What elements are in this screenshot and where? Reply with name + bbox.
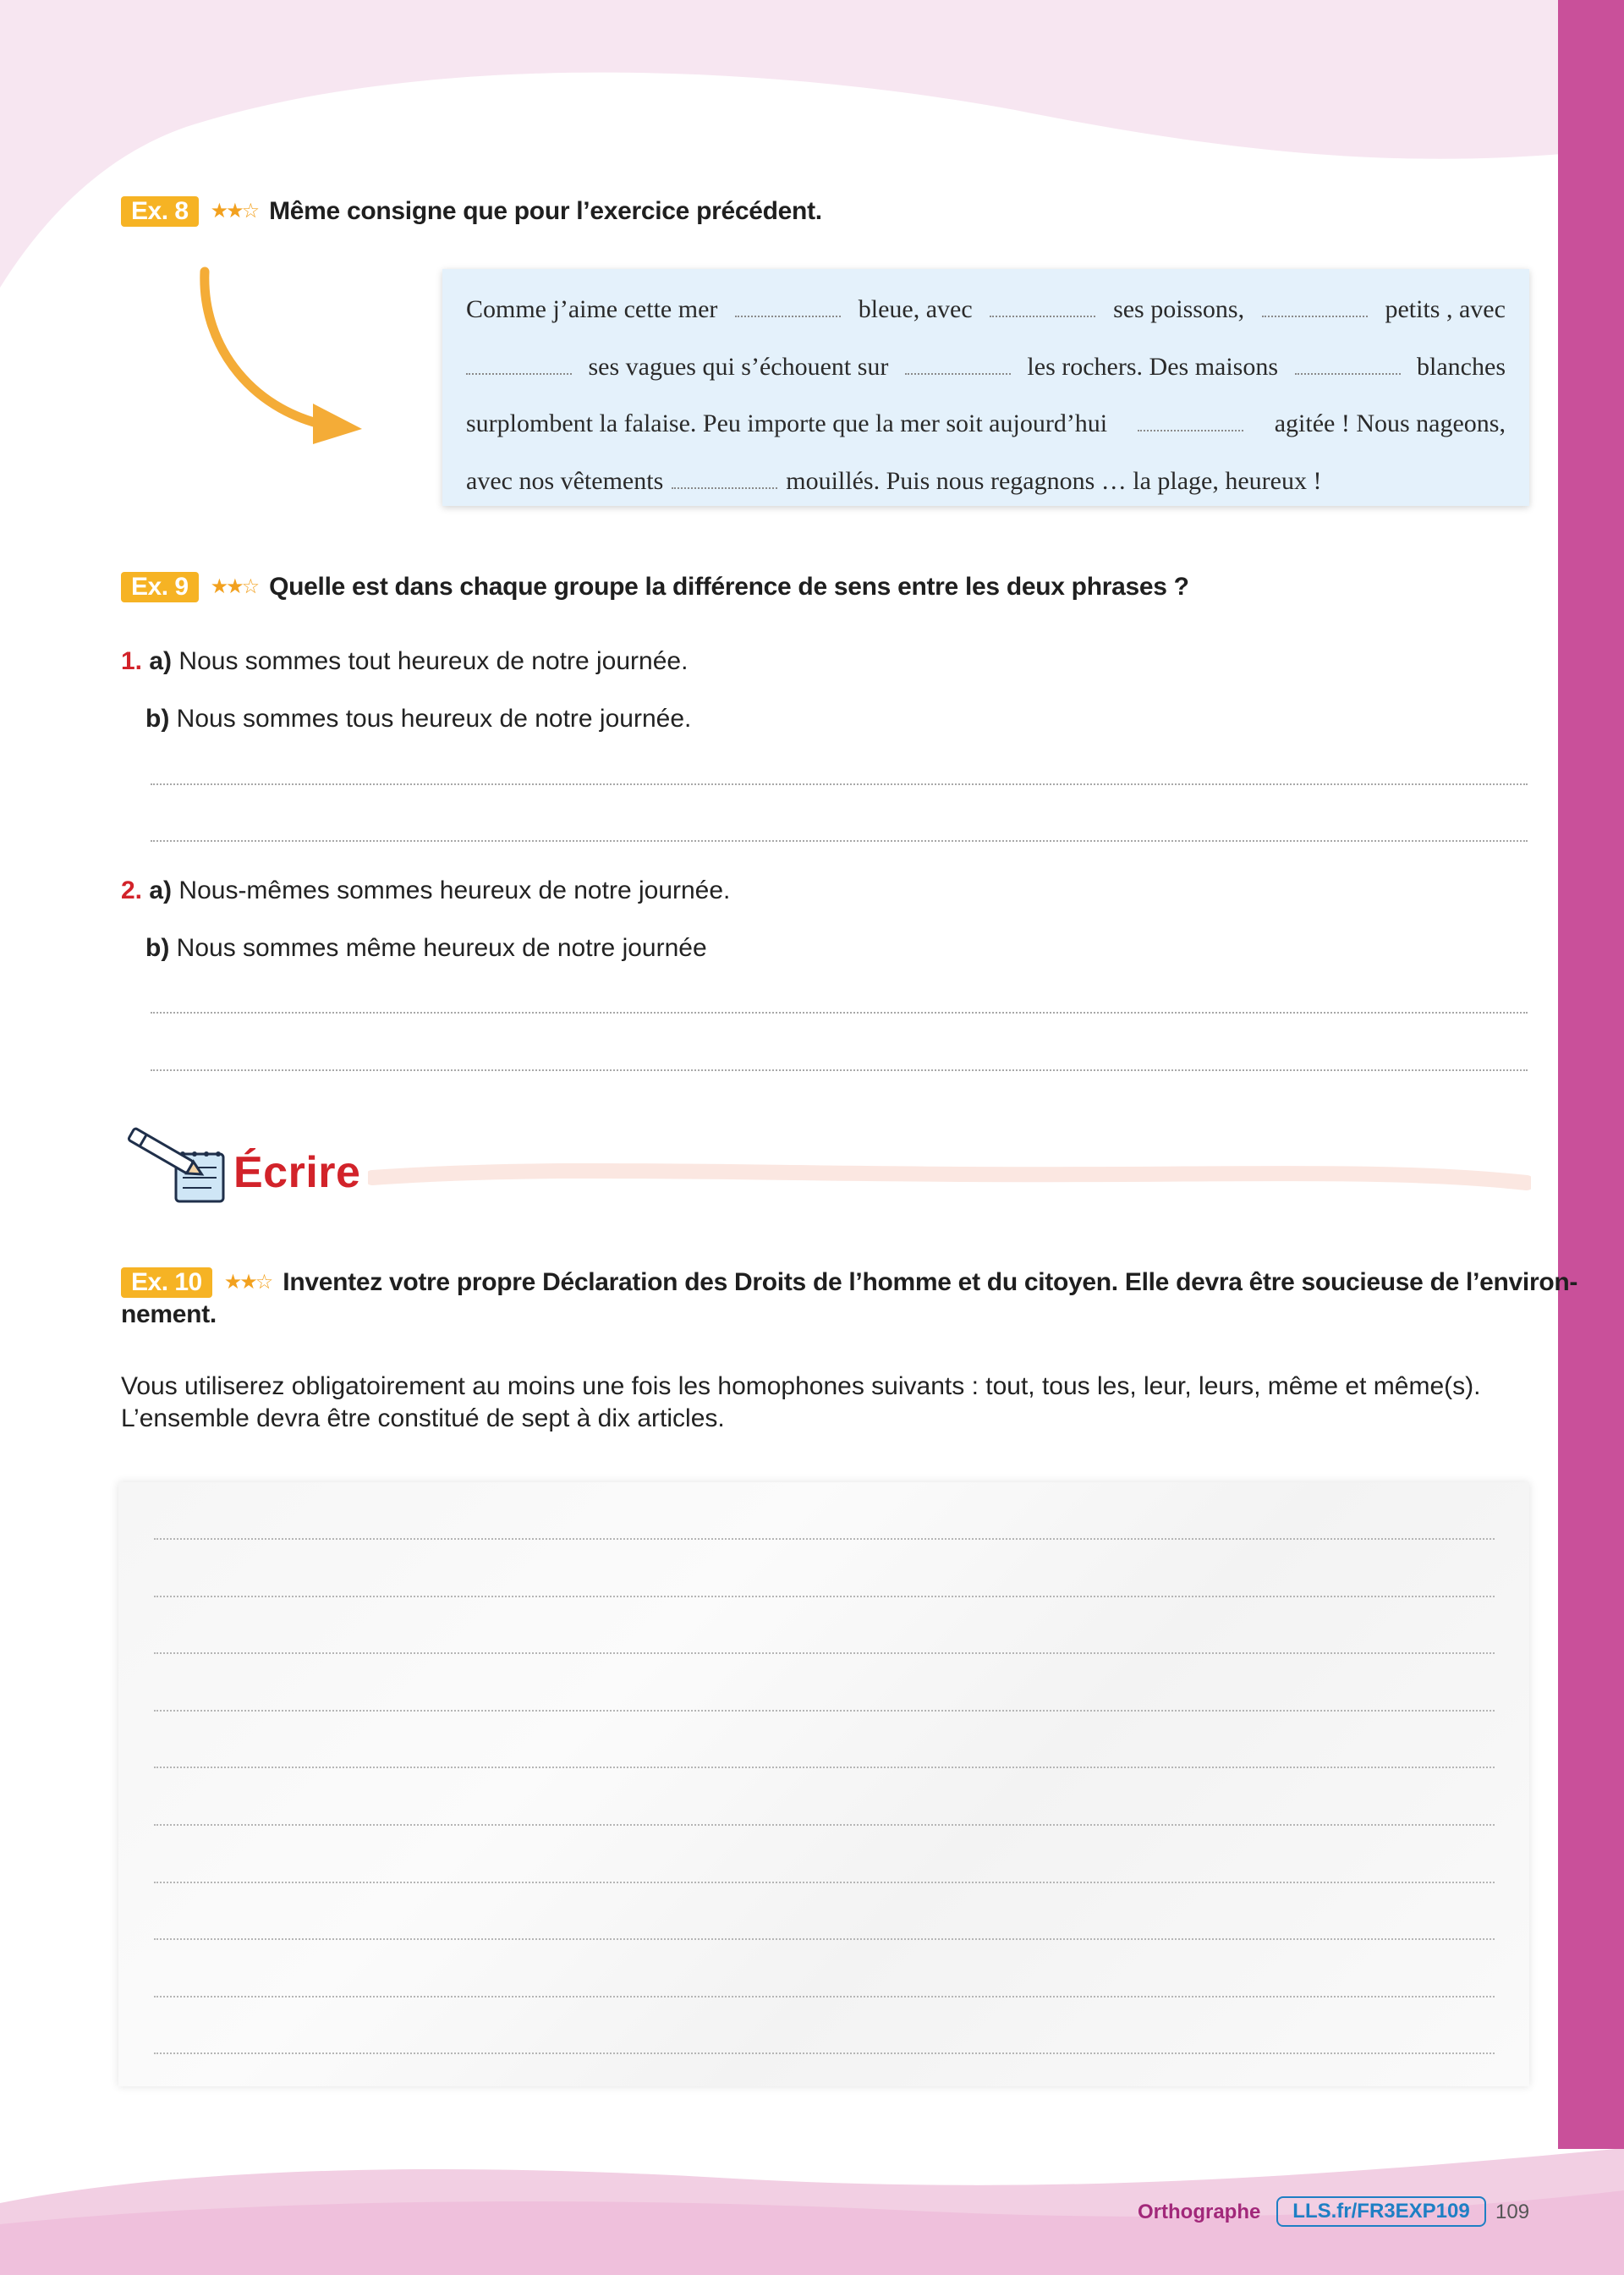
fill-blank[interactable] — [1295, 358, 1401, 375]
writing-line[interactable] — [154, 1596, 1495, 1597]
ex10-badge: Ex. 10 — [121, 1267, 212, 1298]
section-title: Écrire — [233, 1148, 361, 1197]
writing-line[interactable] — [154, 1938, 1495, 1940]
text-segment: blanches — [1417, 352, 1506, 381]
answer-line[interactable] — [151, 783, 1528, 785]
fill-in-text-box — [442, 269, 1529, 506]
text-segment: ses poissons, — [1113, 295, 1245, 323]
ex8-title: Même consigne que pour l’exercice précédent. — [269, 197, 822, 225]
text-line — [466, 453, 1506, 510]
answer-line[interactable] — [151, 1069, 1528, 1071]
question-text: Nous-mêmes sommes heureux de notre journée. — [178, 876, 731, 904]
fill-blank[interactable] — [1138, 415, 1243, 431]
writing-line[interactable] — [154, 1824, 1495, 1826]
difficulty-stars-icon: ★★☆ — [210, 200, 258, 223]
fill-blank[interactable] — [672, 472, 777, 489]
writing-line[interactable] — [154, 1882, 1495, 1883]
ex8-header — [121, 196, 822, 227]
difficulty-stars-icon: ★★☆ — [210, 575, 258, 598]
text-segment: agitée ! Nous nageons, — [1274, 409, 1506, 437]
answer-line[interactable] — [151, 840, 1528, 842]
question-text: Nous sommes tous heureux de notre journée. — [176, 705, 692, 733]
question-letter: a) — [149, 647, 173, 675]
writing-area[interactable] — [118, 1482, 1529, 2086]
writing-line[interactable] — [154, 1996, 1495, 1997]
fill-blank[interactable] — [1262, 300, 1368, 317]
text-segment: ses vagues qui s’échouent sur — [588, 352, 889, 381]
text-segment: les rochers. Des maisons — [1027, 352, 1279, 381]
fill-blank[interactable] — [735, 300, 841, 317]
decorative-brush-stroke — [368, 1157, 1531, 1198]
text-segment: Comme j’aime cette mer — [466, 295, 718, 323]
question-number: 2. — [121, 876, 143, 904]
text-segment: mouillés. Puis nous regagnons … la plage, heureux ! — [786, 466, 1322, 495]
ex9-title: Quelle est dans chaque groupe la différence de sens entre les deux phrases ? — [269, 573, 1189, 601]
text-line — [466, 338, 1506, 396]
writing-line[interactable] — [154, 1710, 1495, 1712]
writing-line[interactable] — [154, 1538, 1495, 1540]
writing-line[interactable] — [154, 1767, 1495, 1768]
fill-blank[interactable] — [905, 358, 1011, 375]
question-letter: b) — [145, 934, 170, 962]
question-2b — [145, 933, 707, 964]
question-letter: a) — [149, 876, 173, 904]
ex8-badge: Ex. 8 — [121, 196, 199, 227]
pencil-notepad-icon — [127, 1125, 235, 1210]
text-segment: avec nos vêtements — [466, 466, 664, 495]
text-segment: bleue, avec — [858, 295, 973, 323]
question-1a — [121, 646, 688, 677]
footer-link[interactable]: LLS.fr/FR3EXP109 — [1276, 2196, 1486, 2227]
ex10-title: Inventez votre propre Déclaration des Droits de l’homme et du citoyen. Elle devra être soucieuse de l’environ- — [283, 1268, 1578, 1296]
question-letter: b) — [145, 705, 170, 733]
ex9-header — [121, 572, 1189, 602]
question-text: Nous sommes tout heureux de notre journée. — [178, 647, 689, 675]
fill-blank[interactable] — [990, 300, 1095, 317]
text-line — [466, 395, 1506, 453]
page-number: 109 — [1495, 2201, 1530, 2223]
ex10-title-continued: nement. — [121, 1300, 217, 1328]
text-segment: surplombent la falaise. Peu importe que la mer soit aujourd’hui — [466, 409, 1108, 437]
text-line — [466, 281, 1506, 338]
fill-blank[interactable] — [466, 358, 572, 375]
question-2a — [121, 876, 730, 906]
question-text: Nous sommes même heureux de notre journée — [176, 934, 707, 962]
instruction-line: Vous utiliserez obligatoirement au moins une fois les homophones suivants : tout, tous les, leur, leurs, même et même(s). — [121, 1372, 1481, 1400]
writing-line[interactable] — [154, 1652, 1495, 1654]
difficulty-stars-icon: ★★☆ — [223, 1271, 272, 1294]
footer-section-label: Orthographe — [1138, 2201, 1261, 2223]
ex10-header — [121, 1267, 1577, 1298]
answer-line[interactable] — [151, 1012, 1528, 1014]
text-segment: petits , avec — [1385, 295, 1506, 323]
ex9-badge: Ex. 9 — [121, 572, 199, 602]
writing-line[interactable] — [154, 2052, 1495, 2054]
question-1b — [145, 704, 691, 734]
question-number: 1. — [121, 647, 143, 675]
instruction-line: L’ensemble devra être constitué de sept à dix articles. — [121, 1404, 725, 1432]
curved-arrow-icon — [186, 267, 372, 453]
